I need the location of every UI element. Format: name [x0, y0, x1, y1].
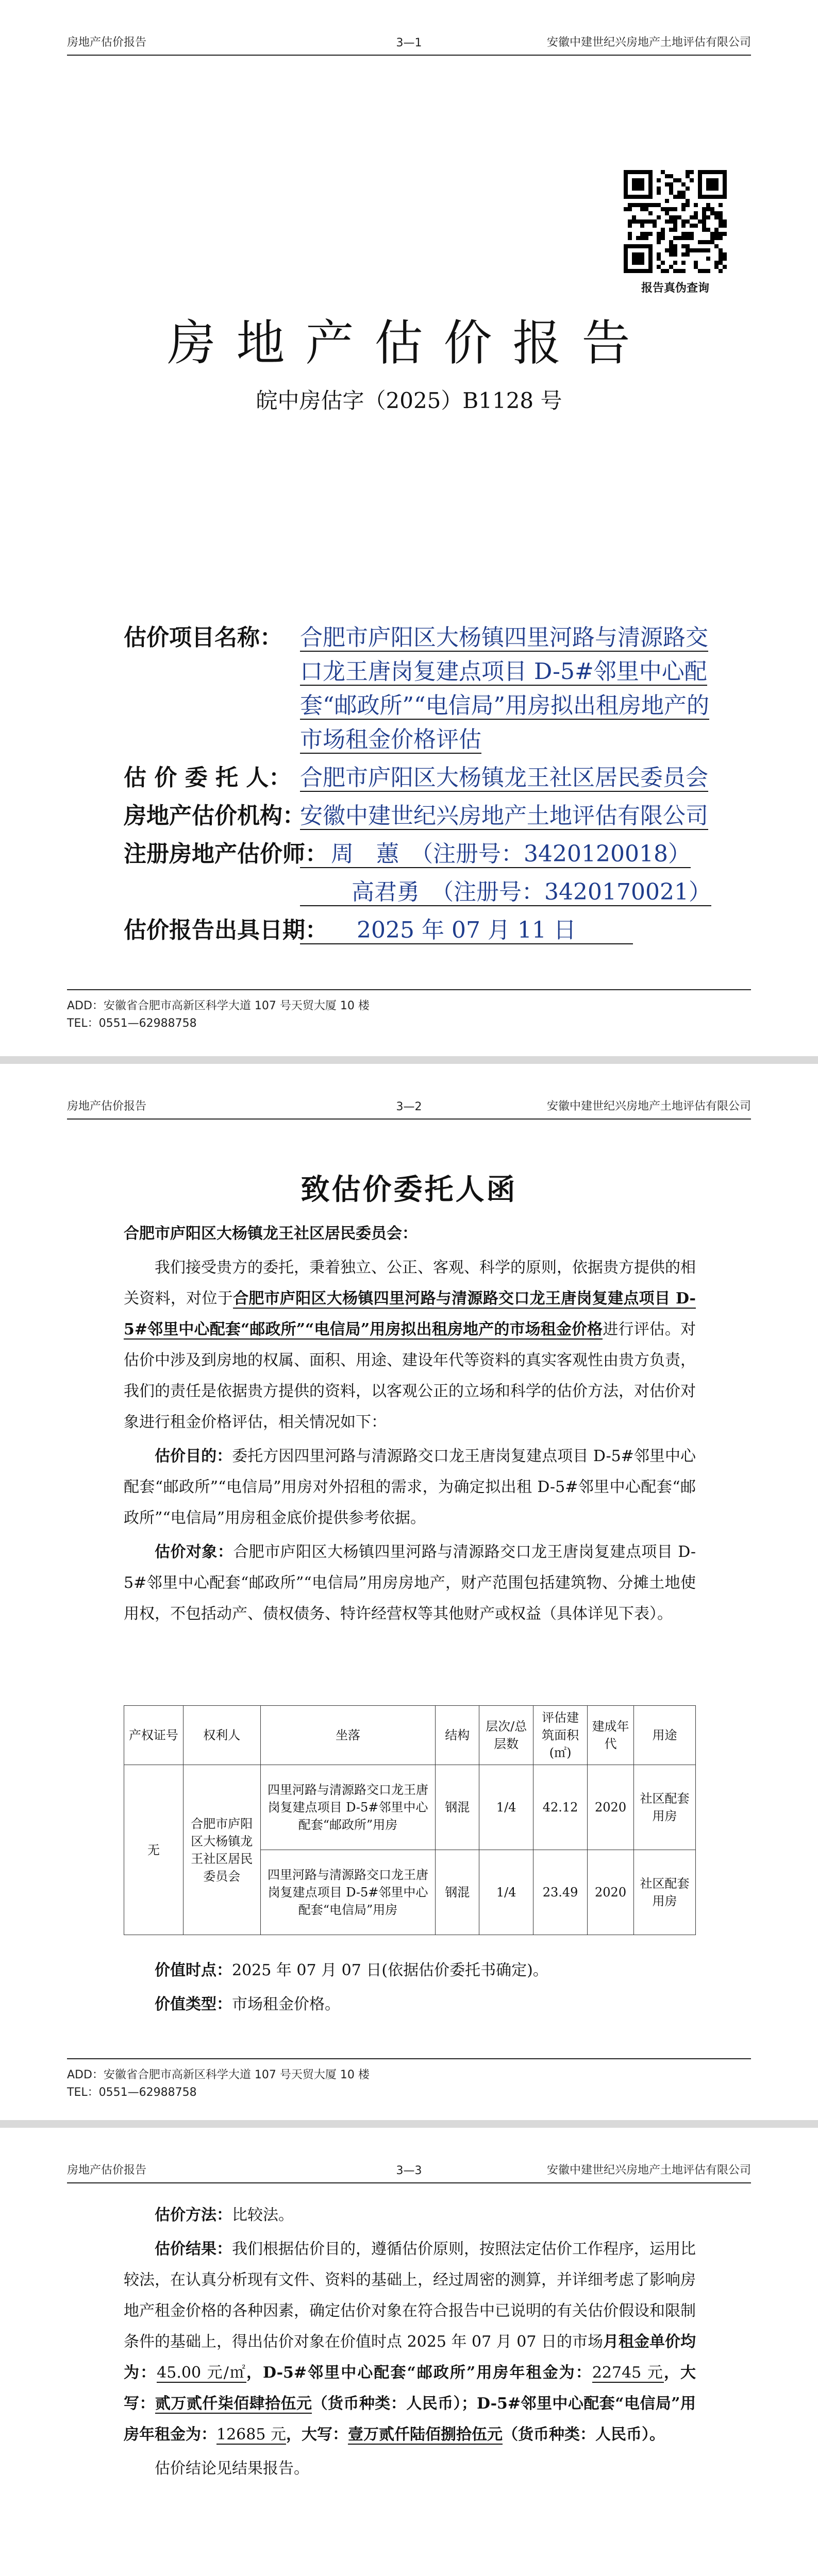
appraiser-row-2: [124, 875, 711, 909]
intro-subject: 合肥市庐阳区大杨镇四里河路与清源路交口龙王唐岗复建点项目 D-5#邻里中心配套“邮政所”“电信局”用房拟出租房地产的市场租金价格: [124, 1290, 696, 1338]
letter-page: [0, 1064, 818, 2120]
report-number: 皖中房估字（2025）B1128 号: [256, 388, 562, 413]
telecom-value: 12685 元: [216, 2426, 286, 2444]
client-label: 估 价 委 托 人：: [124, 765, 292, 791]
object-paragraph: [124, 1537, 696, 1630]
floor-cell: 1/4: [479, 1765, 533, 1850]
letter-body: [124, 1218, 696, 1633]
telecom-cn: 壹万贰仟陆佰捌拾伍元: [347, 2426, 503, 2444]
valuetype-label: 价值类型：: [155, 1995, 232, 2013]
appraiser-2: 高君勇 （注册号：3420170021）: [300, 879, 711, 906]
header-left: 房地产估价报告: [67, 1100, 147, 1113]
header-right: 安徽中建世纪兴房地产土地评估有限公司: [546, 1100, 751, 1113]
table-header-row: [124, 1706, 696, 1765]
use-cell: 社区配套用房: [634, 1850, 696, 1935]
appraiser-row: [124, 837, 711, 871]
result-page: [0, 2128, 818, 2576]
column-header: 坐落: [260, 1706, 436, 1765]
purpose-paragraph: [124, 1441, 696, 1534]
letter-title: 致估价委托人函: [301, 1173, 517, 1207]
floor-cell: 1/4: [479, 1850, 533, 1935]
footer-address: ADD：安徽省合肥市高新区科学大道 107 号天贸大厦 10 楼: [67, 2069, 370, 2081]
intro-paragraph: [124, 1252, 696, 1438]
date-value: 2025 年 07 月 11 日: [300, 917, 633, 944]
timepoint-text: 2025 年 07 月 07 日(依据估价委托书确定)。: [232, 1961, 548, 1979]
location-cell: 四里河路与清源路交口龙王唐岗复建点项目 D-5#邻里中心配套“邮政所”用房: [260, 1765, 436, 1850]
postal-cn-lead: ，大写：: [124, 2364, 696, 2413]
property-table: [124, 1705, 696, 1935]
column-header: 产权证号: [124, 1706, 183, 1765]
timepoint-paragraph: [124, 1955, 696, 1986]
method-paragraph: [124, 2200, 696, 2231]
qr-code-block: [624, 170, 727, 295]
header-page-number: 3—1: [396, 37, 422, 49]
footer-address: ADD：安徽省合肥市高新区科学大道 107 号天贸大厦 10 楼: [67, 999, 370, 1012]
header-left: 房地产估价报告: [67, 36, 147, 49]
owner-cell: 合肥市庐阳区大杨镇龙王社区居民委员会: [183, 1765, 260, 1935]
valuetype-text: 市场租金价格。: [232, 1995, 340, 2013]
client-value: 合肥市庐阳区大杨镇龙王社区居民委员会: [300, 765, 708, 791]
cover-page: [0, 0, 818, 1056]
telecom-currency: （货币种类：人民币）。: [502, 2426, 665, 2444]
postal-label: ，D-5#邻里中心配套“邮政所”用房年租金为：: [246, 2364, 592, 2382]
valuetype-paragraph: [124, 1989, 696, 2020]
org-value: 安徽中建世纪兴房地产土地评估有限公司: [300, 803, 708, 829]
structure-cell: 钢混: [436, 1765, 479, 1850]
date-label: 估价报告出具日期：: [124, 917, 328, 943]
rent-label: 月租金单价均为：: [124, 2333, 696, 2382]
purpose-text: 委托方因四里河路与清源路交口龙王唐岗复建点项目 D-5#邻里中心配套“邮政所”“电信局”用房对外招租的需求，为确定拟出租 D-5#邻里中心配套“邮政所”“电信局”用房租金底价提供参考依据。: [124, 1447, 696, 1527]
result-body: [124, 2200, 696, 2487]
project-label: 估价项目名称：: [124, 624, 282, 651]
area-cell: 23.49: [533, 1850, 588, 1935]
column-header: 评估建筑面积(㎡): [533, 1706, 588, 1765]
year-cell: 2020: [588, 1850, 634, 1935]
header-right: 安徽中建世纪兴房地产土地评估有限公司: [546, 2164, 751, 2177]
date-row: [124, 913, 711, 947]
method-label: 估价方法：: [155, 2206, 232, 2224]
rent-value: 45.00 元/㎡: [157, 2364, 246, 2382]
footer-tel: TEL：0551—62988758: [67, 1017, 197, 1030]
result-lead: 我们根据估价目的，遵循估价原则，按照法定估价工作程序，运用比较法，在认真分析现有文件、资料的基础上，经过周密的测算，并详细考虑了影响房地产租金价格的各种因素，确定估价对象在符合报告中已说明的有关估价假设和限制条件的基础上，得出估价对象在价值时点 2025 年 07 月 07 日的市场: [124, 2240, 696, 2351]
page-header: [67, 33, 751, 56]
result-label: 估价结果：: [155, 2240, 232, 2258]
org-label: 房地产估价机构：: [124, 803, 305, 829]
qr-code-icon[interactable]: [624, 170, 727, 273]
addressee: 合肥市庐阳区大杨镇龙王社区居民委员会：: [124, 1225, 418, 1243]
method-text: 比较法。: [232, 2206, 294, 2224]
table-row: [124, 1765, 696, 1850]
object-text: 合肥市庐阳区大杨镇四里河路与清源路交口龙王唐岗复建点项目 D-5#邻里中心配套“邮政所”“电信局”用房房地产，财产范围包括建筑物、分摊土地使用权，不包括动产、债权债务、特许经营权等其他财产或权益（具体详见下表）。: [124, 1543, 696, 1623]
header-right: 安徽中建世纪兴房地产土地评估有限公司: [546, 36, 751, 49]
page-footer: [67, 2058, 751, 2102]
page-header: [67, 1097, 751, 1120]
year-cell: 2020: [588, 1765, 634, 1850]
report-title: 房地产估价报告: [167, 315, 651, 371]
page-header: [67, 2161, 751, 2183]
column-header: 建成年代: [588, 1706, 634, 1765]
appraiser-1: 周 蕙 （注册号：3420120018）: [300, 841, 691, 868]
column-header: 层次/总层数: [479, 1706, 533, 1765]
column-header: 权利人: [183, 1706, 260, 1765]
header-page-number: 3—3: [396, 2164, 422, 2177]
postal-cn: 贰万贰仟柒佰肆拾伍元: [155, 2395, 312, 2413]
qr-caption: 报告真伪查询: [641, 281, 709, 295]
org-row: [124, 799, 711, 833]
structure-cell: 钢混: [436, 1850, 479, 1935]
conclusion-paragraph: 估价结论见结果报告。: [155, 2460, 309, 2478]
project-value: 合肥市庐阳区大杨镇四里河路与清源路交口龙王唐岗复建点项目 D-5#邻里中心配套“邮政所”“电信局”用房拟出租房地产的市场租金价格评估: [300, 624, 709, 753]
column-header: 用途: [634, 1706, 696, 1765]
client-row: [124, 761, 711, 795]
project-row: [124, 621, 711, 757]
area-cell: 42.12: [533, 1765, 588, 1850]
cert-cell: 无: [124, 1765, 183, 1935]
telecom-cn-lead: ，大写：: [286, 2426, 348, 2444]
postal-currency: （货币种类：人民币）；D-5#邻里中心配套“电信局”用房年租金为：: [124, 2395, 696, 2444]
column-header: 结构: [436, 1706, 479, 1765]
object-label: 估价对象：: [155, 1543, 233, 1561]
timepoint-label: 价值时点：: [155, 1961, 232, 1979]
cover-info: [124, 621, 711, 952]
intro-lead: 我们接受贵方的委托，秉着独立、公正、客观、科学的原则，依据贵方提供的相关资料，对位于: [124, 1259, 696, 1308]
location-cell: 四里河路与清源路交口龙王唐岗复建点项目 D-5#邻里中心配套“电信局”用房: [260, 1850, 436, 1935]
appraiser-label: 注册房地产估价师：: [124, 841, 328, 867]
header-left: 房地产估价报告: [67, 2164, 147, 2177]
header-page-number: 3—2: [396, 1100, 422, 1113]
letter-body-bottom: [124, 1955, 696, 2023]
purpose-label: 估价目的：: [155, 1447, 232, 1465]
footer-tel: TEL：0551—62988758: [67, 2086, 197, 2099]
intro-tail: 进行评估。对估价中涉及到房地的权属、面积、用途、建设年代等资料的真实客观性由贵方负责，我们的责任是依据贵方提供的资料，以客观公正的立场和科学的估价方法，对估价对象进行租金价格评估，相关情况如下：: [124, 1320, 696, 1431]
use-cell: 社区配套用房: [634, 1765, 696, 1850]
postal-value: 22745 元: [592, 2364, 664, 2382]
page-footer: [67, 989, 751, 1032]
result-paragraph: [124, 2234, 696, 2450]
